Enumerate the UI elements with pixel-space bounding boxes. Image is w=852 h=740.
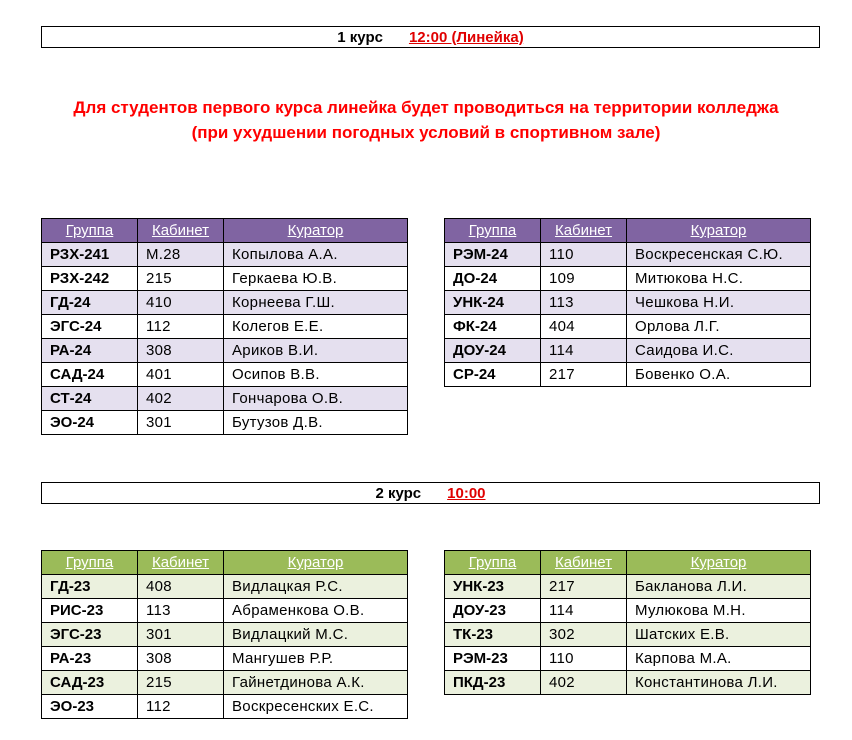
cell-group: ГД-23 [42, 575, 138, 599]
cell-curator: Гайнетдинова А.К. [224, 671, 408, 695]
cell-group: ДО-24 [445, 267, 541, 291]
cell-room: 301 [138, 411, 224, 435]
cell-curator: Бутузов Д.В. [224, 411, 408, 435]
header-group: Группа [445, 551, 541, 575]
cell-curator: Видлацкая Р.С. [224, 575, 408, 599]
cell-room: 402 [138, 387, 224, 411]
header-room: Кабинет [138, 551, 224, 575]
course-1-time: 12:00 (Линейка) [408, 28, 524, 46]
table-row [445, 243, 811, 267]
table-row [445, 339, 811, 363]
cell-curator: Видлацкий М.С. [224, 623, 408, 647]
cell-curator: Гончарова О.В. [224, 387, 408, 411]
cell-curator: Воскресенских Е.С. [224, 695, 408, 719]
table-row [42, 575, 408, 599]
table-row [42, 315, 408, 339]
cell-curator: Копылова А.А. [224, 243, 408, 267]
cell-curator: Воскресенская С.Ю. [627, 243, 811, 267]
header-room: Кабинет [138, 219, 224, 243]
table-row [42, 599, 408, 623]
course-1-label: 1 курс [337, 28, 383, 46]
course-2-time: 10:00 [447, 484, 486, 502]
header-curator: Куратор [627, 551, 811, 575]
cell-room: 109 [541, 267, 627, 291]
cell-curator: Мангушев Р.Р. [224, 647, 408, 671]
table-row [42, 387, 408, 411]
table-row [445, 671, 811, 695]
cell-group: УНК-23 [445, 575, 541, 599]
notice [0, 95, 852, 145]
cell-group: ЭГС-23 [42, 623, 138, 647]
cell-room: 114 [541, 599, 627, 623]
cell-curator: Колегов Е.Е. [224, 315, 408, 339]
schedule-table-course1-right [444, 218, 811, 387]
cell-room: 217 [541, 575, 627, 599]
cell-group: РЗХ-241 [42, 243, 138, 267]
cell-group: ДОУ-24 [445, 339, 541, 363]
cell-room: 308 [138, 647, 224, 671]
cell-room: 402 [541, 671, 627, 695]
cell-curator: Бовенко О.А. [627, 363, 811, 387]
cell-room: 215 [138, 671, 224, 695]
cell-curator: Ариков В.И. [224, 339, 408, 363]
cell-group: ГД-24 [42, 291, 138, 315]
cell-curator: Саидова И.С. [627, 339, 811, 363]
cell-group: ЭГС-24 [42, 315, 138, 339]
cell-group: ДОУ-23 [445, 599, 541, 623]
cell-room: 113 [138, 599, 224, 623]
cell-room: 110 [541, 243, 627, 267]
cell-group: РА-23 [42, 647, 138, 671]
cell-curator: Геркаева Ю.В. [224, 267, 408, 291]
cell-curator: Бакланова Л.И. [627, 575, 811, 599]
table-row [42, 647, 408, 671]
schedule-table-course2-left [41, 550, 408, 719]
cell-group: ФК-24 [445, 315, 541, 339]
cell-group: ЭО-24 [42, 411, 138, 435]
cell-group: САД-23 [42, 671, 138, 695]
cell-room: 114 [541, 339, 627, 363]
cell-curator: Орлова Л.Г. [627, 315, 811, 339]
cell-room: 302 [541, 623, 627, 647]
cell-curator: Шатских Е.В. [627, 623, 811, 647]
cell-group: РА-24 [42, 339, 138, 363]
cell-room: 113 [541, 291, 627, 315]
cell-group: ТК-23 [445, 623, 541, 647]
table-row [445, 315, 811, 339]
table-row [445, 623, 811, 647]
cell-group: ЭО-23 [42, 695, 138, 719]
cell-group: СР-24 [445, 363, 541, 387]
cell-curator: Мулюкова М.Н. [627, 599, 811, 623]
cell-room: 217 [541, 363, 627, 387]
table-row [445, 647, 811, 671]
cell-room: 401 [138, 363, 224, 387]
table-row [42, 411, 408, 435]
header-room: Кабинет [541, 551, 627, 575]
cell-group: УНК-24 [445, 291, 541, 315]
table-row [42, 363, 408, 387]
table-row [445, 363, 811, 387]
cell-room: М.28 [138, 243, 224, 267]
table-row [445, 267, 811, 291]
cell-room: 110 [541, 647, 627, 671]
cell-group: САД-24 [42, 363, 138, 387]
table-row [42, 339, 408, 363]
cell-room: 308 [138, 339, 224, 363]
notice-line-2: (при ухудшении погодных условий в спортивном зале) [191, 123, 661, 142]
cell-group: СТ-24 [42, 387, 138, 411]
course-2-label: 2 курс [375, 484, 422, 502]
schedule-table-course1-left [41, 218, 408, 435]
header-group: Группа [42, 219, 138, 243]
header-group: Группа [445, 219, 541, 243]
cell-room: 215 [138, 267, 224, 291]
cell-group: РЭМ-24 [445, 243, 541, 267]
schedule-table-course2-right [444, 550, 811, 695]
course-1-header [41, 26, 820, 48]
header-curator: Куратор [224, 551, 408, 575]
course-2-header [41, 482, 820, 504]
table-row [42, 695, 408, 719]
header-room: Кабинет [541, 219, 627, 243]
table-row [42, 243, 408, 267]
header-group: Группа [42, 551, 138, 575]
cell-group: РИС-23 [42, 599, 138, 623]
table-row [445, 599, 811, 623]
cell-curator: Карпова М.А. [627, 647, 811, 671]
cell-group: ПКД-23 [445, 671, 541, 695]
cell-room: 404 [541, 315, 627, 339]
cell-group: РЗХ-242 [42, 267, 138, 291]
cell-room: 112 [138, 315, 224, 339]
header-curator: Куратор [627, 219, 811, 243]
cell-curator: Константинова Л.И. [627, 671, 811, 695]
table-row [42, 291, 408, 315]
cell-curator: Абраменкова О.В. [224, 599, 408, 623]
cell-curator: Митюкова Н.С. [627, 267, 811, 291]
header-curator: Куратор [224, 219, 408, 243]
cell-curator: Корнеева Г.Ш. [224, 291, 408, 315]
cell-room: 301 [138, 623, 224, 647]
table-row [42, 623, 408, 647]
cell-group: РЭМ-23 [445, 647, 541, 671]
cell-room: 410 [138, 291, 224, 315]
table-row [445, 291, 811, 315]
table-row [42, 267, 408, 291]
cell-room: 112 [138, 695, 224, 719]
cell-curator: Чешкова Н.И. [627, 291, 811, 315]
cell-room: 408 [138, 575, 224, 599]
notice-line-1: Для студентов первого курса линейка будет проводиться на территории колледжа [73, 98, 779, 117]
table-row [42, 671, 408, 695]
table-row [445, 575, 811, 599]
cell-curator: Осипов В.В. [224, 363, 408, 387]
